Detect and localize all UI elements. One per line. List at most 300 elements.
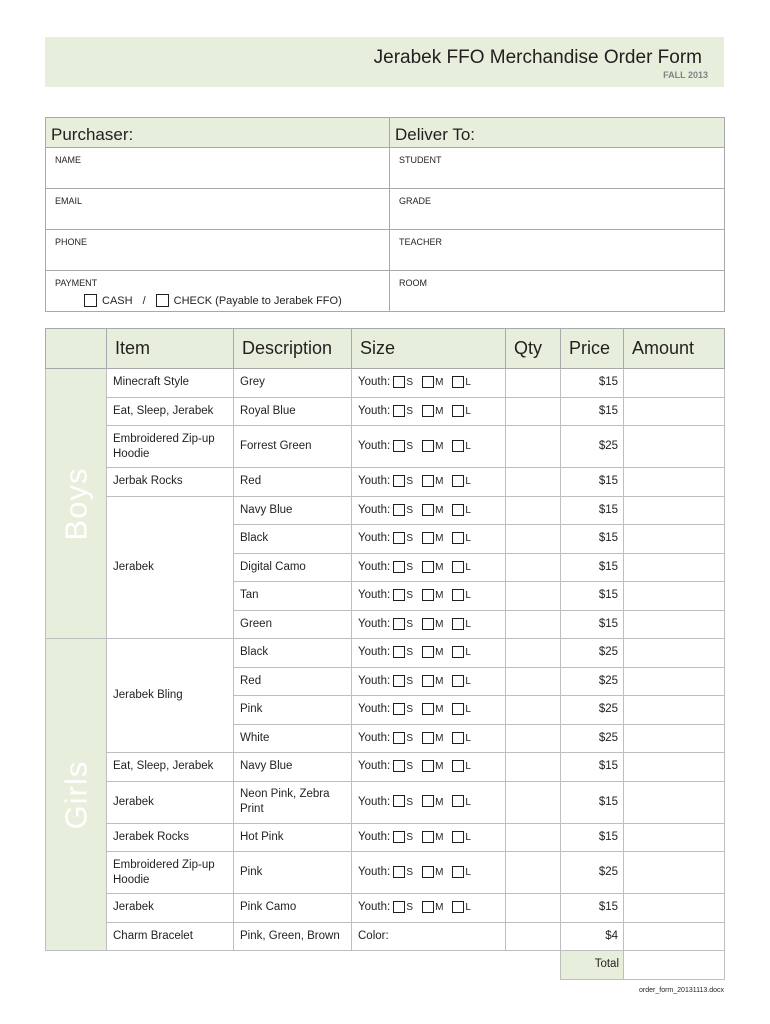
size-m-checkbox[interactable]	[422, 732, 434, 744]
size-l-checkbox[interactable]	[452, 675, 464, 687]
description-cell: Navy Blue	[234, 753, 352, 782]
size-m-checkbox[interactable]	[422, 866, 434, 878]
size-l-checkbox[interactable]	[452, 589, 464, 601]
size-l-checkbox[interactable]	[452, 405, 464, 417]
size-cell	[352, 781, 506, 823]
size-option-m	[422, 560, 443, 575]
size-s-label: S	[406, 647, 414, 659]
size-option-s	[393, 759, 413, 774]
qty-input[interactable]	[506, 852, 561, 894]
size-option-l	[452, 795, 471, 810]
amount-input[interactable]	[624, 610, 725, 639]
grade-field[interactable]	[390, 189, 725, 230]
size-option-m	[422, 702, 443, 717]
size-s-label: S	[406, 867, 414, 878]
size-option-l	[452, 830, 471, 845]
price-cell: $15	[561, 582, 624, 611]
qty-input[interactable]	[506, 468, 561, 497]
size-option-s	[393, 865, 413, 880]
size-s-label: S	[406, 704, 414, 716]
amount-input[interactable]	[624, 582, 725, 611]
size-s-checkbox[interactable]	[393, 561, 405, 573]
size-option-l	[452, 503, 471, 518]
size-cell	[352, 696, 506, 725]
size-l-label: L	[465, 561, 471, 573]
item-cell: Jerabek Rocks	[107, 823, 234, 852]
amount-input[interactable]	[624, 426, 725, 468]
size-option-l	[452, 404, 471, 419]
size-s-label: S	[406, 761, 414, 773]
item-cell: Charm Bracelet	[107, 922, 234, 951]
size-s-label: S	[406, 561, 414, 573]
size-option-s	[393, 731, 413, 746]
youth-label: Youth:	[358, 440, 391, 452]
size-cell	[352, 525, 506, 554]
size-option-l	[452, 531, 471, 546]
size-cell	[352, 426, 506, 468]
size-s-checkbox[interactable]	[393, 795, 405, 807]
size-m-label: M	[435, 796, 444, 808]
size-option-m	[422, 674, 443, 689]
size-option-l	[452, 731, 471, 746]
size-m-checkbox[interactable]	[422, 561, 434, 573]
amount-input[interactable]	[624, 397, 725, 426]
size-m-label: M	[435, 590, 444, 602]
table-row	[46, 496, 725, 525]
size-l-checkbox[interactable]	[452, 831, 464, 843]
qty-input[interactable]	[506, 610, 561, 639]
amount-input[interactable]	[624, 496, 725, 525]
price-cell: $15	[561, 753, 624, 782]
size-option-m	[422, 439, 443, 454]
cash-label: CASH	[102, 294, 133, 307]
price-cell: $25	[561, 696, 624, 725]
size-m-label: M	[435, 405, 444, 417]
description-cell: Black	[234, 525, 352, 554]
amount-input[interactable]	[624, 696, 725, 725]
amount-input[interactable]	[624, 667, 725, 696]
check-checkbox[interactable]	[156, 294, 169, 307]
size-s-label: S	[406, 590, 414, 602]
room-field[interactable]	[390, 271, 725, 312]
size-option-s	[393, 795, 413, 810]
student-label: STUDENT	[399, 155, 442, 165]
size-cell	[352, 553, 506, 582]
table-row	[46, 781, 725, 823]
size-option-l	[452, 560, 471, 575]
youth-label: Youth:	[358, 617, 391, 630]
size-option-l	[452, 617, 471, 632]
header-price: Price	[561, 329, 624, 369]
size-m-checkbox[interactable]	[422, 376, 434, 388]
size-m-label: M	[435, 675, 444, 687]
description-cell: Forrest Green	[234, 426, 352, 468]
size-l-label: L	[465, 732, 471, 744]
size-m-checkbox[interactable]	[422, 532, 434, 544]
size-m-checkbox[interactable]	[422, 901, 434, 913]
size-m-label: M	[435, 504, 444, 516]
size-s-checkbox[interactable]	[393, 866, 405, 878]
size-s-label: S	[406, 533, 414, 545]
size-option-m	[422, 645, 443, 660]
table-row	[46, 852, 725, 894]
size-s-label: S	[406, 831, 414, 843]
description-cell: Navy Blue	[234, 496, 352, 525]
size-s-label: S	[406, 504, 414, 516]
size-cell	[352, 894, 506, 923]
description-cell: Red	[234, 667, 352, 696]
total-label: Total	[561, 951, 624, 980]
size-m-checkbox[interactable]	[422, 831, 434, 843]
description-cell: Hot Pink	[234, 823, 352, 852]
amount-input[interactable]	[624, 525, 725, 554]
size-l-checkbox[interactable]	[452, 795, 464, 807]
size-cell	[352, 582, 506, 611]
section-side	[46, 369, 107, 639]
size-l-label: L	[465, 675, 471, 687]
description-cell: Pink Camo	[234, 894, 352, 923]
size-cell	[352, 823, 506, 852]
price-cell: $15	[561, 525, 624, 554]
youth-label: Youth:	[358, 795, 391, 808]
size-l-checkbox[interactable]	[452, 760, 464, 772]
size-s-checkbox[interactable]	[393, 732, 405, 744]
size-m-checkbox[interactable]	[422, 475, 434, 487]
table-row	[46, 753, 725, 782]
size-l-label: L	[465, 405, 471, 417]
price-cell: $25	[561, 852, 624, 894]
size-option-l	[452, 702, 471, 717]
size-option-m	[422, 503, 443, 518]
size-option-s	[393, 404, 413, 419]
size-s-label: S	[406, 618, 414, 630]
amount-input[interactable]	[624, 724, 725, 753]
youth-label: Youth:	[358, 646, 391, 659]
section-side	[46, 639, 107, 951]
size-s-checkbox[interactable]	[393, 901, 405, 913]
size-l-label: L	[465, 796, 471, 808]
size-l-checkbox[interactable]	[452, 561, 464, 573]
email-label: EMAIL	[55, 196, 83, 206]
size-l-checkbox[interactable]	[452, 618, 464, 630]
description-cell: Pink, Green, Brown	[234, 922, 352, 951]
qty-input[interactable]	[506, 823, 561, 852]
qty-input[interactable]	[506, 397, 561, 426]
form-title: Jerabek FFO Merchandise Order Form	[373, 47, 702, 68]
price-cell: $15	[561, 369, 624, 398]
size-m-checkbox[interactable]	[422, 703, 434, 715]
size-l-label: L	[465, 704, 471, 716]
youth-label: Youth:	[358, 731, 391, 744]
payment-options	[84, 294, 389, 307]
amount-input[interactable]	[624, 922, 725, 951]
size-m-checkbox[interactable]	[422, 618, 434, 630]
size-l-label: L	[465, 867, 471, 878]
size-l-label: L	[465, 902, 471, 914]
size-l-label: L	[465, 761, 471, 773]
table-row	[46, 894, 725, 923]
size-option-s	[393, 645, 413, 660]
qty-input[interactable]	[506, 369, 561, 398]
header-size: Size	[352, 329, 506, 369]
size-s-checkbox[interactable]	[393, 703, 405, 715]
price-cell: $15	[561, 496, 624, 525]
description-cell: Digital Camo	[234, 553, 352, 582]
size-m-checkbox[interactable]	[422, 405, 434, 417]
youth-label: Youth:	[358, 532, 391, 545]
size-l-checkbox[interactable]	[452, 646, 464, 658]
girls-side-label: Girls	[58, 760, 94, 829]
size-l-checkbox[interactable]	[452, 440, 464, 452]
price-cell: $15	[561, 823, 624, 852]
size-m-checkbox[interactable]	[422, 589, 434, 601]
qty-input[interactable]	[506, 781, 561, 823]
name-field[interactable]	[46, 148, 390, 189]
size-s-checkbox[interactable]	[393, 440, 405, 452]
size-option-l	[452, 375, 471, 390]
size-m-checkbox[interactable]	[422, 795, 434, 807]
item-cell: Minecraft Style	[107, 369, 234, 398]
size-option-m	[422, 474, 443, 489]
size-option-s	[393, 588, 413, 603]
size-l-label: L	[465, 590, 471, 602]
size-option-m	[422, 795, 443, 810]
size-s-checkbox[interactable]	[393, 532, 405, 544]
youth-label: Youth:	[358, 901, 391, 914]
amount-input[interactable]	[624, 852, 725, 894]
size-m-checkbox[interactable]	[422, 440, 434, 452]
youth-label: Youth:	[358, 503, 391, 516]
email-field[interactable]	[46, 189, 390, 230]
size-option-m	[422, 731, 443, 746]
table-row	[46, 639, 725, 668]
cash-checkbox[interactable]	[84, 294, 97, 307]
qty-input[interactable]	[506, 496, 561, 525]
size-m-label: M	[435, 867, 444, 878]
price-cell: $25	[561, 724, 624, 753]
size-option-l	[452, 645, 471, 660]
youth-label: Youth:	[358, 703, 391, 716]
size-l-checkbox[interactable]	[452, 376, 464, 388]
size-s-checkbox[interactable]	[393, 618, 405, 630]
name-label: NAME	[55, 155, 82, 165]
size-s-checkbox[interactable]	[393, 475, 405, 487]
qty-input[interactable]	[506, 922, 561, 951]
size-option-s	[393, 560, 413, 575]
size-option-m	[422, 531, 443, 546]
size-m-label: M	[435, 647, 444, 659]
size-s-label: S	[406, 732, 414, 744]
grade-label: GRADE	[399, 196, 432, 206]
size-s-label: S	[406, 441, 414, 452]
price-cell: $15	[561, 781, 624, 823]
description-cell: Pink	[234, 852, 352, 894]
check-label: CHECK (Payable to Jerabek FFO)	[173, 294, 342, 307]
size-m-label: M	[435, 831, 444, 843]
size-l-checkbox[interactable]	[452, 732, 464, 744]
item-cell: Eat, Sleep, Jerabek	[107, 397, 234, 426]
size-option-s	[393, 474, 413, 489]
size-m-label: M	[435, 476, 444, 488]
deliver-heading: Deliver To:	[390, 118, 725, 148]
size-m-label: M	[435, 533, 444, 545]
size-s-checkbox[interactable]	[393, 405, 405, 417]
size-l-label: L	[465, 533, 471, 545]
qty-input[interactable]	[506, 639, 561, 668]
size-l-checkbox[interactable]	[452, 475, 464, 487]
size-s-label: S	[406, 796, 414, 808]
size-m-checkbox[interactable]	[422, 504, 434, 516]
size-l-label: L	[465, 647, 471, 659]
size-l-label: L	[465, 476, 471, 488]
size-l-checkbox[interactable]	[452, 901, 464, 913]
size-option-s	[393, 830, 413, 845]
description-cell: Grey	[234, 369, 352, 398]
item-cell: Embroidered Zip-up Hoodie	[107, 426, 234, 468]
youth-label: Youth:	[358, 866, 391, 878]
size-m-checkbox[interactable]	[422, 675, 434, 687]
qty-input[interactable]	[506, 724, 561, 753]
description-cell: Black	[234, 639, 352, 668]
size-cell	[352, 496, 506, 525]
header-qty: Qty	[506, 329, 561, 369]
price-cell: $25	[561, 667, 624, 696]
qty-input[interactable]	[506, 696, 561, 725]
item-cell: Jerabek	[107, 781, 234, 823]
youth-label: Youth:	[358, 589, 391, 602]
qty-input[interactable]	[506, 667, 561, 696]
room-label: ROOM	[399, 278, 427, 288]
payment-label: PAYMENT	[55, 278, 98, 288]
amount-input[interactable]	[624, 553, 725, 582]
size-option-l	[452, 759, 471, 774]
size-s-checkbox[interactable]	[393, 589, 405, 601]
amount-input[interactable]	[624, 753, 725, 782]
qty-input[interactable]	[506, 582, 561, 611]
size-m-label: M	[435, 618, 444, 630]
price-cell: $15	[561, 553, 624, 582]
amount-input[interactable]	[624, 781, 725, 823]
size-s-label: S	[406, 902, 414, 914]
header-item: Item	[107, 329, 234, 369]
order-table	[45, 328, 725, 980]
size-option-m	[422, 588, 443, 603]
order-body	[46, 369, 725, 980]
total-amount-input[interactable]	[624, 951, 725, 980]
size-option-s	[393, 503, 413, 518]
size-cell	[352, 852, 506, 894]
size-l-checkbox[interactable]	[452, 532, 464, 544]
qty-input[interactable]	[506, 525, 561, 554]
header-description: Description	[234, 329, 352, 369]
size-m-label: M	[435, 377, 444, 389]
qty-input[interactable]	[506, 753, 561, 782]
table-row	[46, 426, 725, 468]
youth-label: Youth:	[358, 376, 391, 389]
size-s-checkbox[interactable]	[393, 376, 405, 388]
size-m-checkbox[interactable]	[422, 760, 434, 772]
size-cell	[352, 922, 506, 951]
size-s-label: S	[406, 405, 414, 417]
total-row	[46, 951, 725, 980]
size-l-checkbox[interactable]	[452, 866, 464, 878]
amount-input[interactable]	[624, 369, 725, 398]
size-option-s	[393, 617, 413, 632]
table-row	[46, 397, 725, 426]
qty-input[interactable]	[506, 553, 561, 582]
size-cell	[352, 397, 506, 426]
size-option-l	[452, 865, 471, 880]
size-s-checkbox[interactable]	[393, 646, 405, 658]
description-cell: Tan	[234, 582, 352, 611]
size-option-l	[452, 439, 471, 454]
size-option-m	[422, 617, 443, 632]
qty-input[interactable]	[506, 426, 561, 468]
size-m-checkbox[interactable]	[422, 646, 434, 658]
item-cell: Jerabek	[107, 894, 234, 923]
payment-field	[46, 271, 390, 312]
size-m-label: M	[435, 902, 444, 914]
size-s-checkbox[interactable]	[393, 504, 405, 516]
amount-input[interactable]	[624, 823, 725, 852]
price-cell: $15	[561, 894, 624, 923]
price-cell: $4	[561, 922, 624, 951]
size-s-label: S	[406, 377, 414, 389]
size-l-checkbox[interactable]	[452, 504, 464, 516]
size-s-checkbox[interactable]	[393, 760, 405, 772]
youth-label: Youth:	[358, 475, 391, 488]
description-cell: Neon Pink, Zebra Print	[234, 781, 352, 823]
teacher-label: TEACHER	[399, 237, 443, 247]
youth-label: Youth:	[358, 404, 391, 417]
header-band	[45, 37, 724, 87]
header-blank	[46, 329, 107, 369]
size-cell	[352, 369, 506, 398]
size-l-checkbox[interactable]	[452, 703, 464, 715]
size-cell	[352, 468, 506, 497]
header-amount: Amount	[624, 329, 725, 369]
teacher-field[interactable]	[390, 230, 725, 271]
student-field[interactable]	[390, 148, 725, 189]
size-s-label: S	[406, 476, 414, 488]
table-row	[46, 823, 725, 852]
size-m-label: M	[435, 441, 444, 452]
item-cell: Jerbak Rocks	[107, 468, 234, 497]
size-m-label: M	[435, 761, 444, 773]
size-s-checkbox[interactable]	[393, 675, 405, 687]
size-option-s	[393, 439, 413, 454]
size-cell	[352, 724, 506, 753]
size-m-label: M	[435, 732, 444, 744]
youth-label: Youth:	[358, 674, 391, 687]
size-l-label: L	[465, 831, 471, 843]
price-cell: $15	[561, 397, 624, 426]
amount-input[interactable]	[624, 468, 725, 497]
boys-side-label: Boys	[58, 467, 94, 540]
amount-input[interactable]	[624, 639, 725, 668]
amount-input[interactable]	[624, 894, 725, 923]
qty-input[interactable]	[506, 894, 561, 923]
size-option-s	[393, 702, 413, 717]
price-cell: $25	[561, 426, 624, 468]
size-cell	[352, 753, 506, 782]
size-l-label: L	[465, 618, 471, 630]
purchaser-heading: Purchaser:	[46, 118, 390, 148]
purchaser-deliver-table	[45, 117, 725, 312]
phone-field[interactable]	[46, 230, 390, 271]
size-option-s	[393, 674, 413, 689]
size-s-checkbox[interactable]	[393, 831, 405, 843]
